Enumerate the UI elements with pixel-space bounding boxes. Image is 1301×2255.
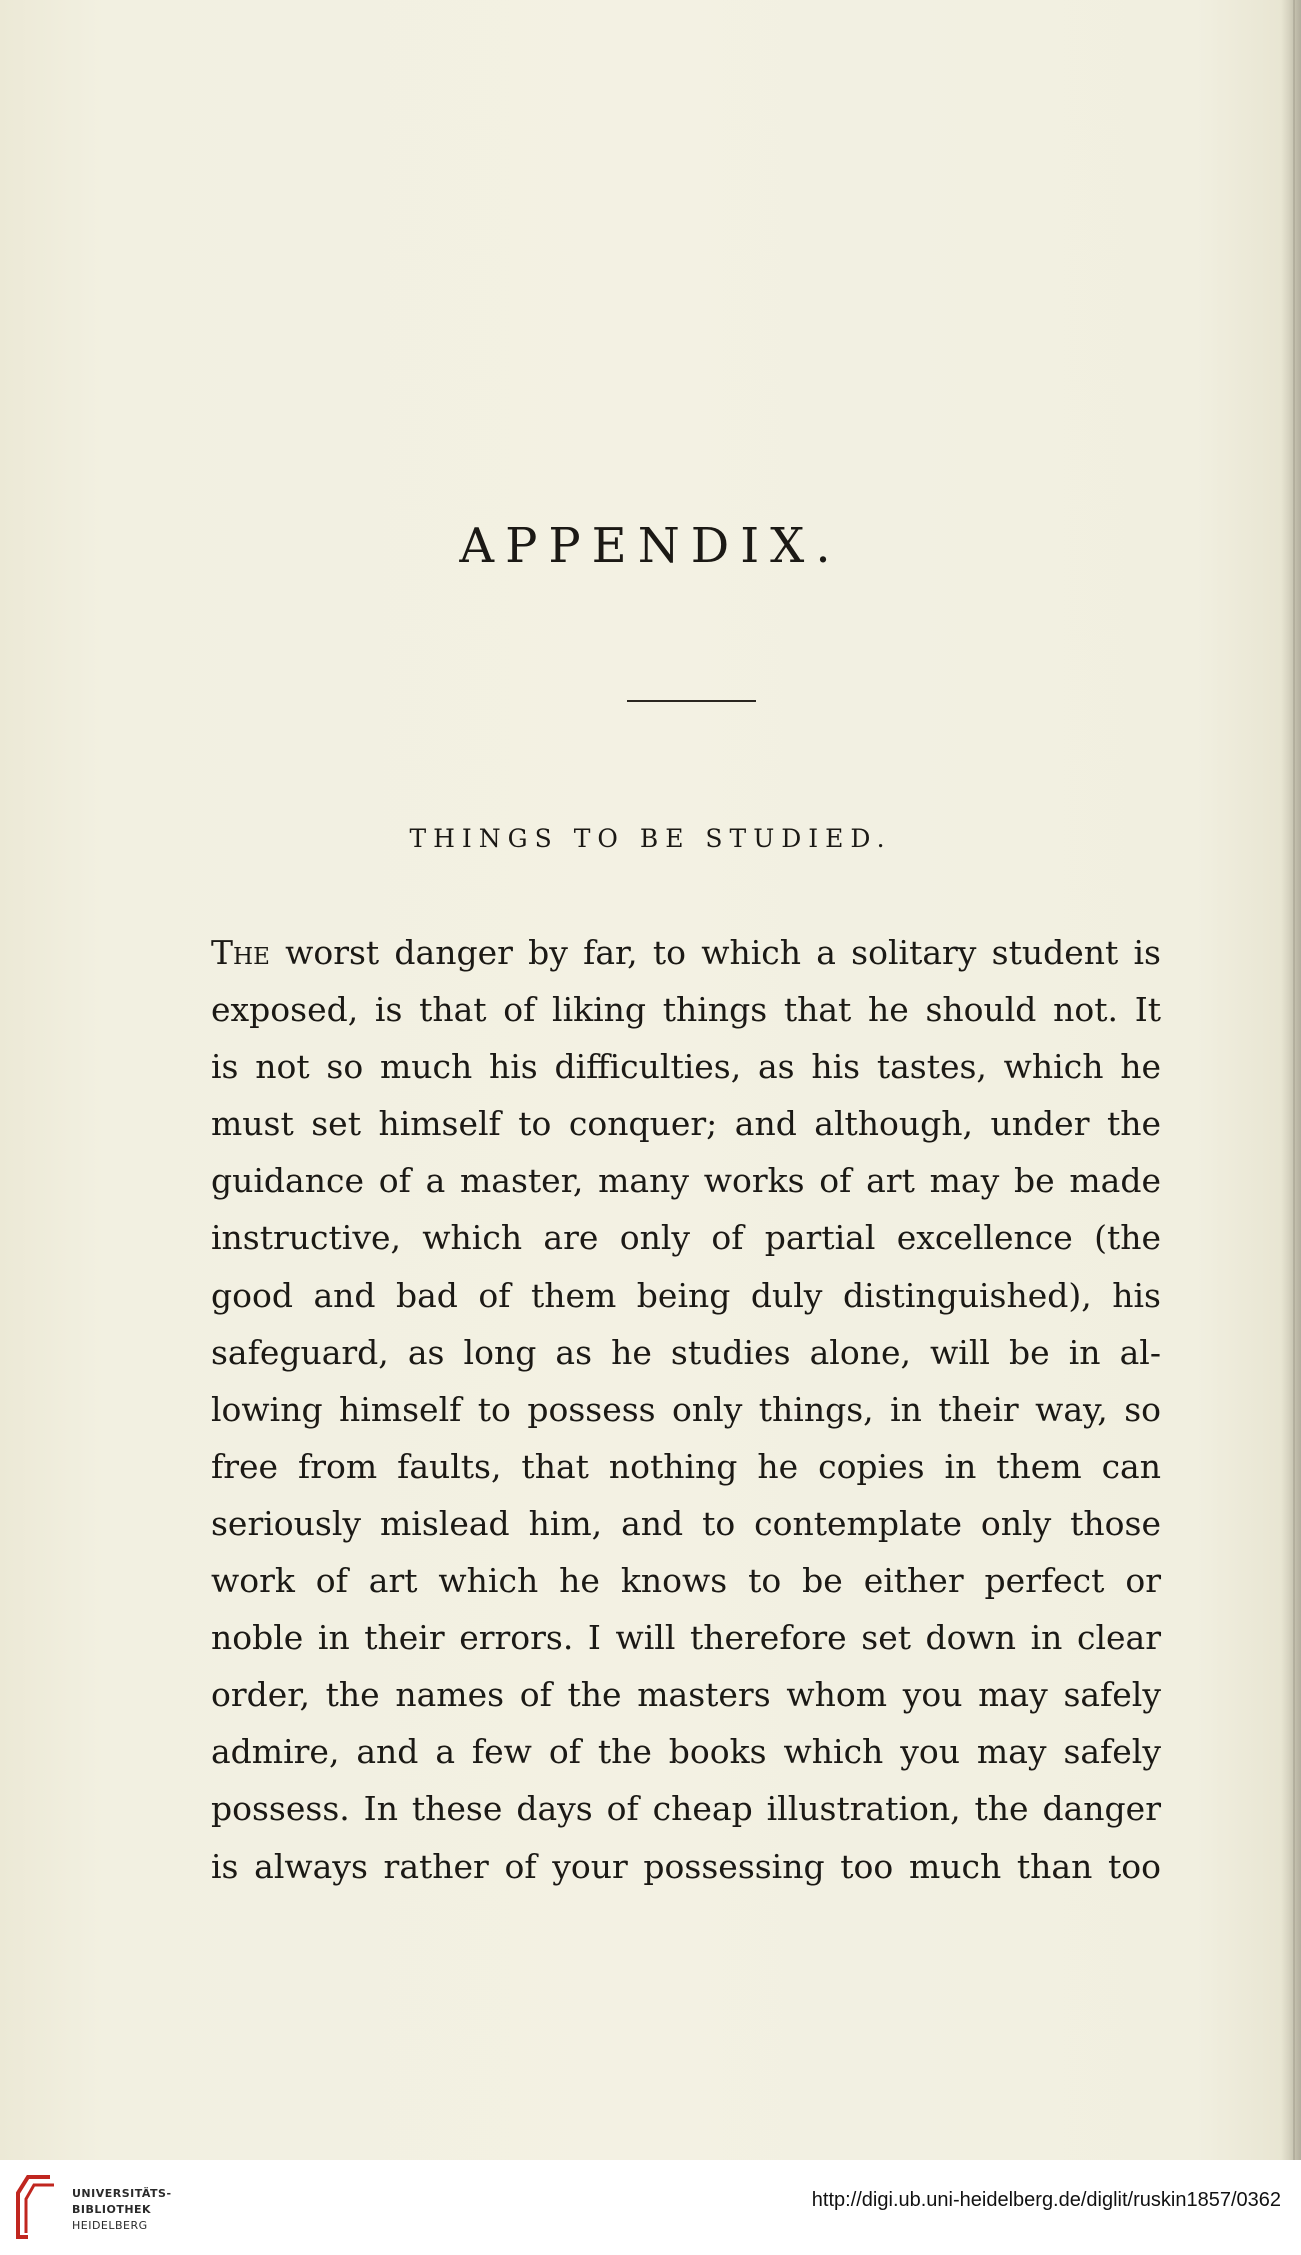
library-footer	[0, 2160, 1301, 2255]
body-line: admire, and a few of the books which you may safely	[211, 1732, 1161, 1772]
institution-name	[72, 2186, 172, 2234]
appendix-title: APPENDIX.	[459, 518, 842, 574]
institution-line: UNIVERSITÄTS-	[72, 2187, 172, 2200]
body-line: order, the names of the masters whom you may safely	[211, 1675, 1161, 1715]
body-line: safeguard, as long as he studies alone, will be in al-	[211, 1332, 1161, 1372]
body-line: possess. In these days of cheap illustration, the danger	[211, 1789, 1161, 1829]
body-line: The worst danger by far, to which a solitary student is	[211, 933, 1161, 972]
body-line: is not so much his difficulties, as his tastes, which he	[211, 1047, 1161, 1087]
institution-line: BIBLIOTHEK	[72, 2203, 152, 2216]
body-line: guidance of a master, many works of art may be made	[211, 1161, 1161, 1201]
section-heading: THINGS TO BE STUDIED.	[409, 824, 892, 853]
body-line: lowing himself to possess only things, in their way, so	[211, 1389, 1161, 1429]
body-paragraph	[211, 924, 1161, 1895]
body-line: work of art which he knows to be either perfect or	[211, 1561, 1161, 1601]
body-line: free from faults, that nothing he copies in them can	[211, 1446, 1161, 1486]
page-binding-edge	[1293, 0, 1295, 2160]
title-rule	[627, 700, 756, 702]
page-gutter-shadow	[1281, 0, 1301, 2160]
body-line: good and bad of them being duly distinguished), his	[211, 1275, 1161, 1315]
institution-line: HEIDELBERG	[72, 2219, 148, 2232]
library-logo-icon	[14, 2173, 58, 2241]
body-line: exposed, is that of liking things that he should not. It	[211, 990, 1161, 1030]
body-line: must set himself to conquer; and although, under the	[211, 1104, 1161, 1144]
body-line: noble in their errors. I will therefore set down in clear	[211, 1618, 1161, 1658]
body-line: is always rather of your possessing too much than too	[211, 1846, 1161, 1886]
permalink-url[interactable]: http://digi.ub.uni-heidelberg.de/diglit/ruskin1857/0362	[811, 2189, 1281, 2211]
body-line: instructive, which are only of partial excellence (the	[211, 1218, 1161, 1258]
body-line: seriously mislead him, and to contemplate only those	[211, 1503, 1161, 1543]
